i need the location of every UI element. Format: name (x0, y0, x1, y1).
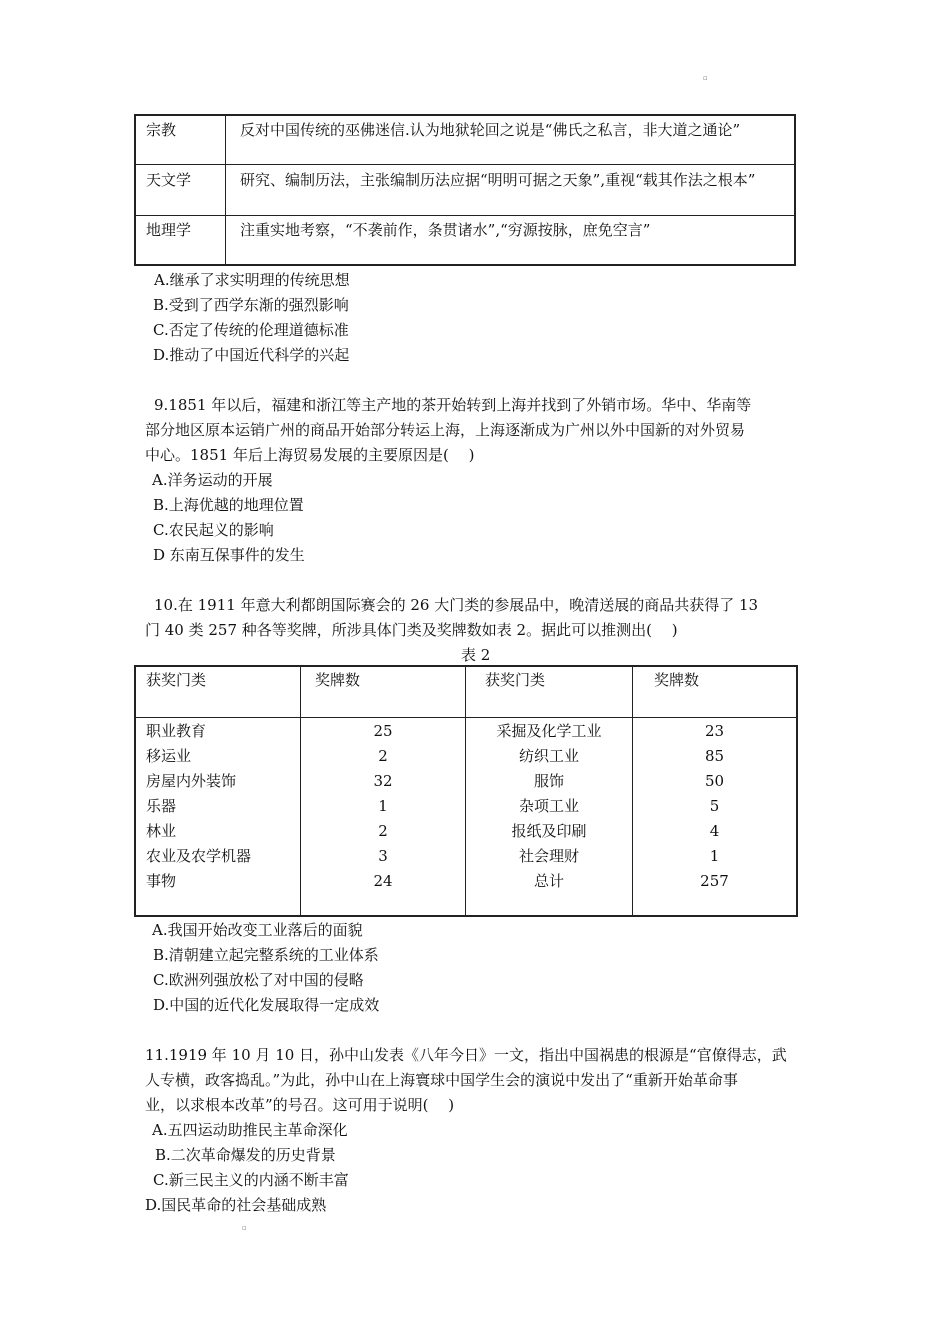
table2-header-category-left: 获奖门类 (146, 671, 207, 689)
table-cell: 事物 (146, 872, 177, 890)
q11-option-d: D.国民革命的社会基础成熟 (145, 1196, 327, 1214)
table-cell: 总计 (533, 872, 564, 890)
q9-stem-line-3: 中心。1851 年后上海贸易发展的主要原因是( ) (145, 446, 475, 464)
table-cell: 23 (704, 722, 725, 740)
q9-option-b: B.上海优越的地理位置 (153, 496, 304, 514)
attitudes-table (134, 114, 796, 266)
q9-option-c: C.农民起义的影响 (153, 521, 274, 539)
q9-stem-line-1: 9.1851 年以后，福建和浙江等主产地的茶开始转到上海并找到了外销市场。华中、华南等 (154, 396, 752, 414)
q11-option-c: C.新三民主义的内涵不断丰富 (153, 1171, 349, 1189)
table1-field-religion: 宗教 (146, 121, 177, 139)
table2-header-category-right: 获奖门类 (485, 671, 546, 689)
table-cell: 林业 (146, 822, 177, 840)
table-cell: 5 (709, 797, 720, 815)
table-cell: 纺织工业 (518, 747, 579, 765)
q10-stem-line-2: 门 40 类 257 种各等奖牌，所涉具体门类及奖牌数如表 2。据此可以推测出( ) (145, 621, 678, 639)
table1-content-astronomy: 研究、编制历法，主张编制历法应据“明明可据之天象”,重视“载其作法之根本” (240, 171, 756, 189)
table-cell: 50 (704, 772, 725, 790)
table2-caption: 表 2 (461, 646, 491, 664)
table-cell: 移运业 (146, 747, 192, 765)
table-cell: 2 (378, 822, 388, 840)
q11-stem-line-2: 人专横，政客捣乱。”为此，孙中山在上海寰球中国学生会的演说中发出了“重新开始革命事 (145, 1071, 738, 1089)
table-cell: 报纸及印刷 (511, 822, 587, 840)
q10-option-a: A.我国开始改变工业落后的面貌 (152, 921, 363, 939)
q9-option-a: A.洋务运动的开展 (152, 471, 273, 489)
table-cell: 32 (373, 772, 393, 790)
q10-stem-line-1: 10.在 1911 年意大利都朗国际赛会的 26 大门类的参展品中，晚清送展的商品共获得了 13 (154, 596, 759, 614)
table2-header-count-right: 奖牌数 (654, 671, 700, 689)
q10-option-d: D.中国的近代化发展取得一定成效 (153, 996, 380, 1014)
table-cell: 25 (373, 722, 393, 740)
table-cell: 房屋内外装饰 (146, 772, 237, 790)
q8-option-d: D.推动了中国近代科学的兴起 (153, 346, 350, 364)
q11-option-a: A.五四运动助推民主革命深化 (152, 1121, 348, 1139)
q9-stem-line-2: 部分地区原本运销广州的商品开始部分转运上海，上海逐渐成为广州以外中国新的对外贸易 (145, 421, 746, 439)
q9-option-d: D 东南互保事件的发生 (153, 546, 305, 564)
table-cell: 1 (378, 797, 388, 815)
table-cell: 24 (373, 872, 393, 890)
table-cell: 社会理财 (518, 847, 579, 865)
table-cell: 85 (704, 747, 725, 765)
q11-option-b: B.二次革命爆发的历史背景 (155, 1146, 336, 1164)
page-mark-bottom: ▫ (242, 1224, 247, 1232)
table2-header-count-left: 奖牌数 (315, 671, 361, 689)
table-cell: 3 (378, 847, 388, 865)
table2-left-counts (301, 719, 465, 894)
q10-option-b: B.清朝建立起完整系统的工业体系 (153, 946, 379, 964)
table2-right-categories (466, 719, 632, 894)
table1-field-astronomy: 天文学 (146, 171, 192, 189)
table-cell: 农业及农学机器 (146, 847, 252, 865)
q8-option-a: A.继承了求实明理的传统思想 (154, 271, 350, 289)
table1-content-religion: 反对中国传统的巫佛迷信.认为地狱轮回之说是“佛氏之私言，非大道之通论” (240, 121, 741, 139)
table1-content-geography: 注重实地考察，“不袭前作，条贯诸水”,“穷源按脉，庶免空言” (240, 221, 651, 239)
table-cell: 服饰 (533, 772, 564, 790)
page-mark-top: ▫ (703, 74, 708, 82)
table2-right-counts (633, 719, 796, 894)
table1-field-geography: 地理学 (146, 221, 192, 239)
q11-stem-line-3: 业，以求根本改革”的号召。这可用于说明( ) (145, 1096, 455, 1114)
table-cell: 257 (700, 872, 729, 890)
table-cell: 1 (709, 847, 720, 865)
q10-option-c: C.欧洲列强放松了对中国的侵略 (153, 971, 364, 989)
table2-left-categories (146, 719, 296, 894)
table-cell: 杂项工业 (518, 797, 579, 815)
awards-table (134, 665, 798, 917)
table-cell: 4 (709, 822, 720, 840)
table-cell: 采掘及化学工业 (496, 722, 602, 740)
table-cell: 职业教育 (146, 722, 207, 740)
table-cell: 2 (378, 747, 388, 765)
q11-stem-line-1: 11.1919 年 10 月 10 日，孙中山发表《八年今日》一文，指出中国祸患的根源是“官僚得志，武 (145, 1046, 787, 1064)
q8-option-b: B.受到了西学东渐的强烈影响 (153, 296, 349, 314)
table-cell: 乐器 (146, 797, 177, 815)
q8-option-c: C.否定了传统的伦理道德标准 (153, 321, 349, 339)
